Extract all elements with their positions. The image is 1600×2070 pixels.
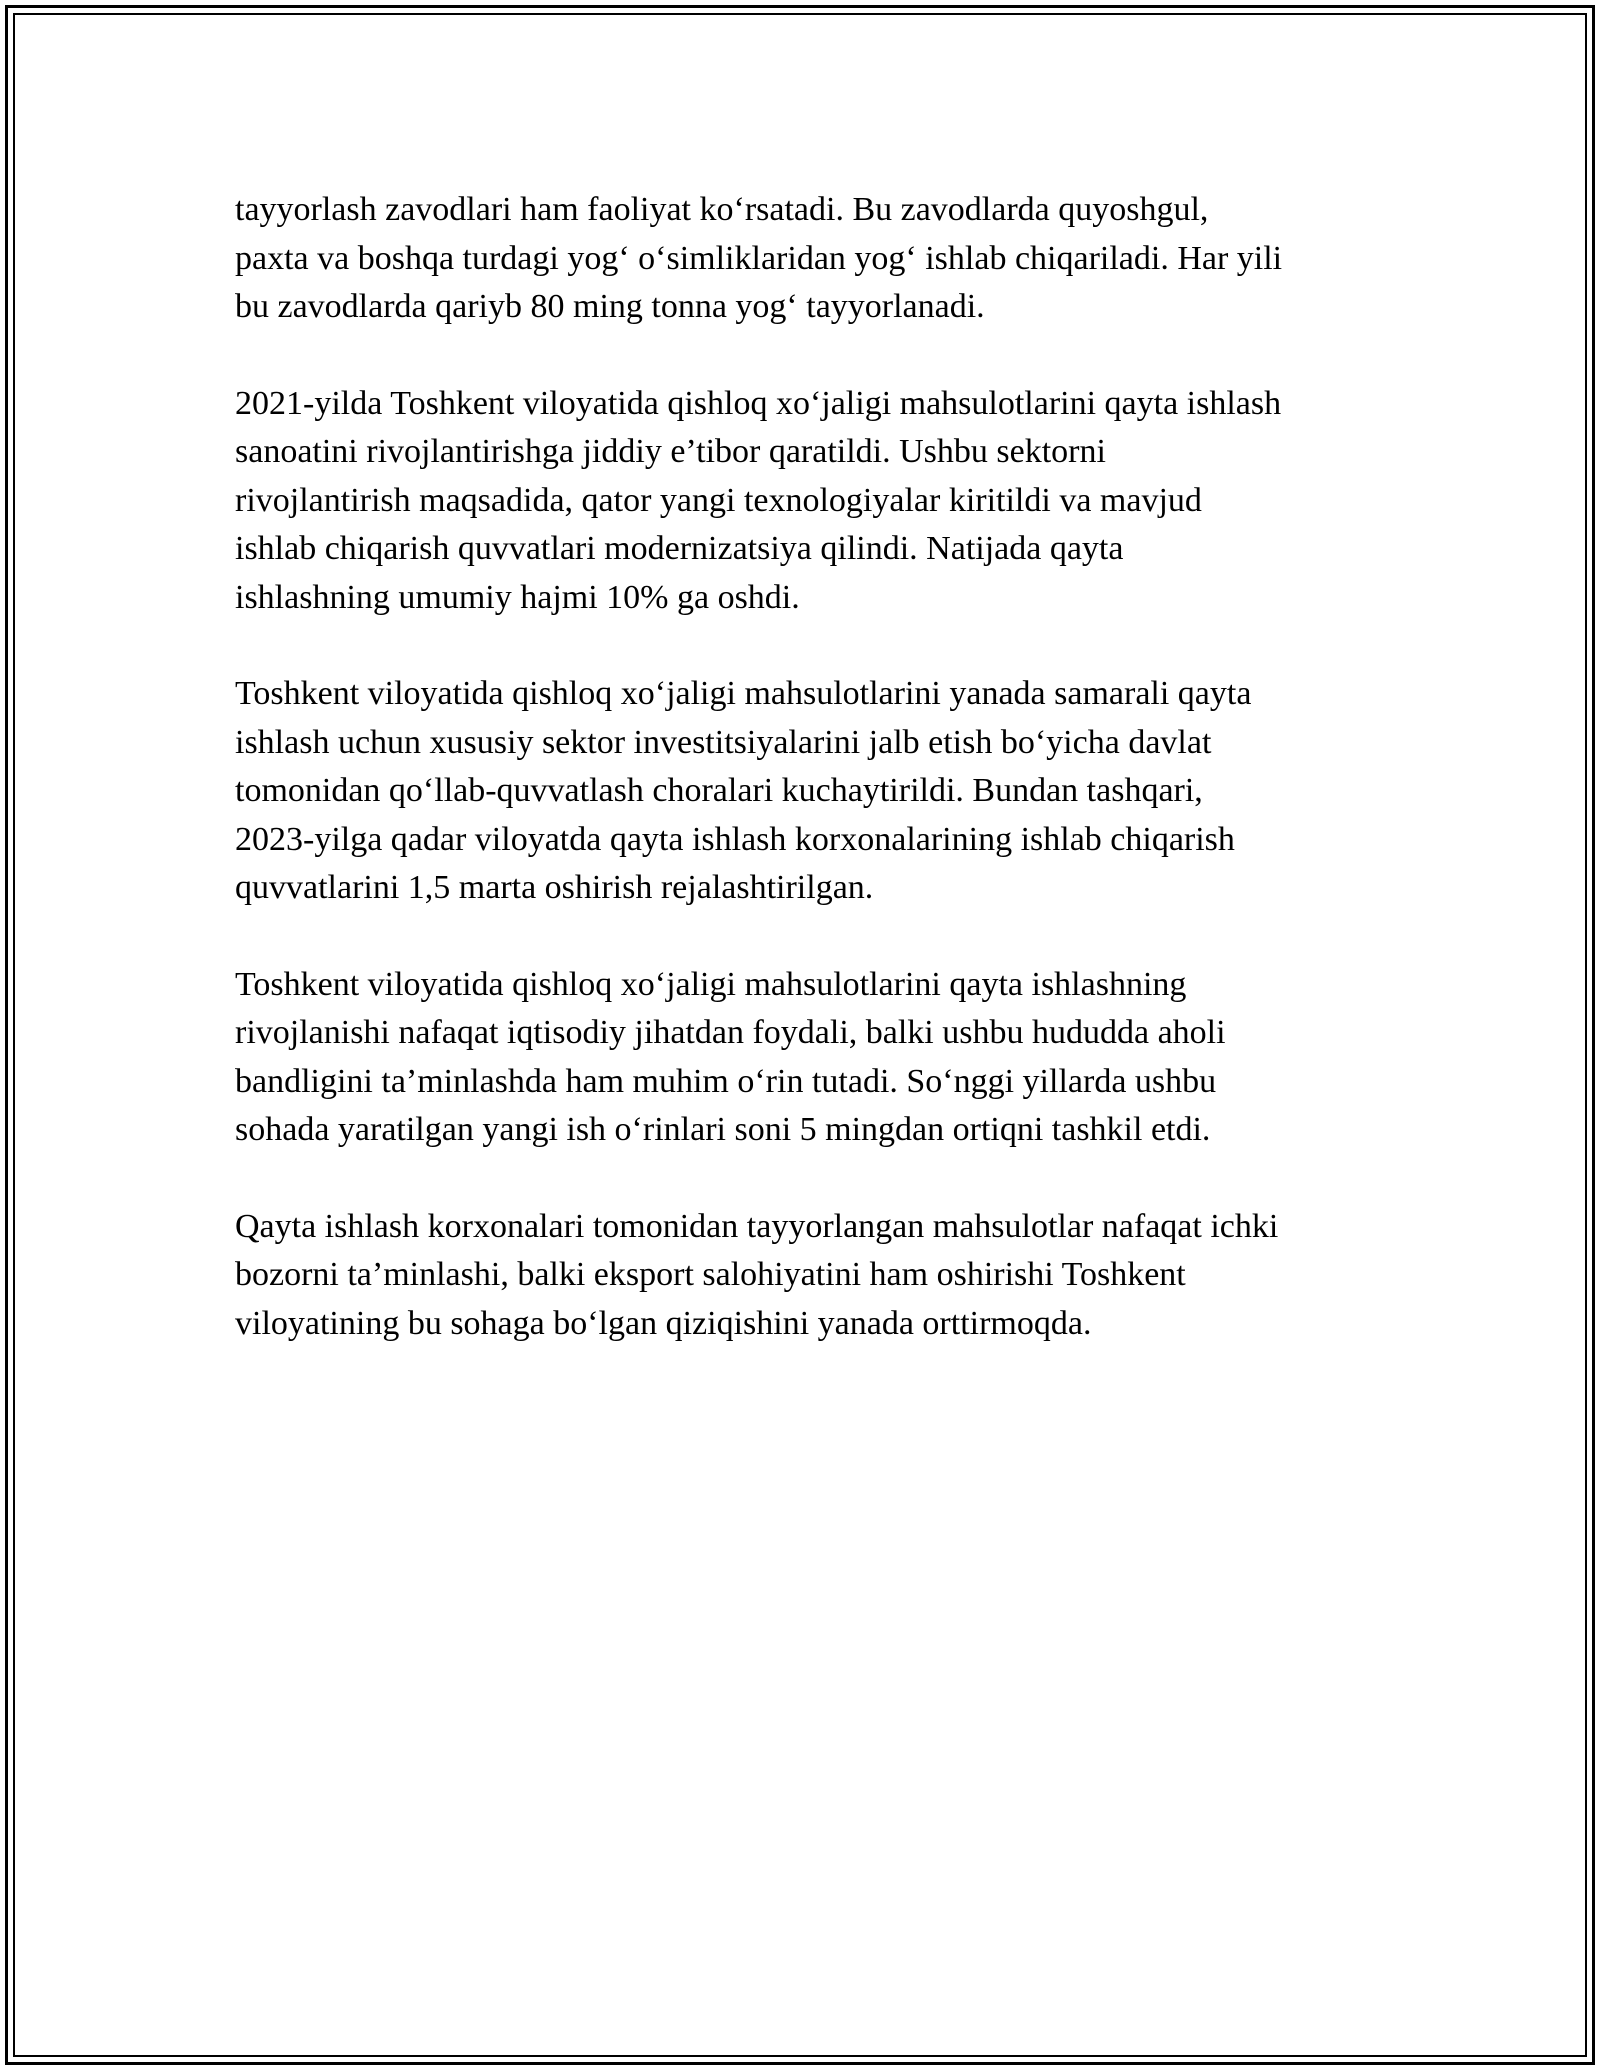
- document-body: [235, 186, 1375, 1396]
- paragraph-3: [235, 670, 1375, 913]
- text-line: bandligini ta’minlashda ham muhim o‘rin tutadi. So‘nggi yillarda ushbu: [235, 1062, 1217, 1100]
- text-line: viloyatining bu sohaga bo‘lgan qiziqishini yanada orttirmoqda.: [235, 1304, 1092, 1342]
- text-line: 2021-yilda Toshkent viloyatida qishloq xo‘jaligi mahsulotlarini qayta ishlash: [235, 384, 1282, 422]
- text-line: bu zavodlarda qariyb 80 ming tonna yog‘ tayyorlanadi.: [235, 288, 985, 325]
- text-line: ishlashning umumiy hajmi 10% ga oshdi.: [235, 578, 800, 616]
- text-line: bozorni ta’minlashi, balki eksport salohiyatini ham oshirishi Toshkent: [235, 1256, 1186, 1293]
- text-line: Qayta ishlash korxonalari tomonidan tayyorlangan mahsulotlar nafaqat ichki: [235, 1207, 1279, 1245]
- text-line: 2023-yilga qadar viloyatda qayta ishlash korxonalarining ishlab chiqarish: [235, 820, 1235, 858]
- text-line: ishlab chiqarish quvvatlari modernizatsiya qilindi. Natijada qayta: [235, 530, 1124, 567]
- text-line: Toshkent viloyatida qishloq xo‘jaligi mahsulotlarini qayta ishlashning: [235, 965, 1187, 1003]
- paragraph-1: [235, 186, 1375, 332]
- paragraph-5: [235, 1203, 1375, 1349]
- paragraph-4: [235, 961, 1375, 1155]
- text-line: tayyorlash zavodlari ham faoliyat ko‘rsatadi. Bu zavodlarda quyoshgul,: [235, 191, 1209, 228]
- text-line: quvvatlarini 1,5 marta oshirish rejalashtirilgan.: [235, 869, 874, 906]
- text-line: tomonidan qo‘llab-quvvatlash choralari kuchaytirildi. Bundan tashqari,: [235, 772, 1203, 809]
- text-line: sanoatini rivojlantirishga jiddiy e’tibor qaratildi. Ushbu sektorni: [235, 433, 1106, 470]
- text-line: sohada yaratilgan yangi ish o‘rinlari soni 5 mingdan ortiqni tashkil etdi.: [235, 1111, 1211, 1148]
- text-line: paxta va boshqa turdagi yog‘ o‘simliklaridan yog‘ ishlab chiqariladi. Har yili: [235, 239, 1283, 277]
- text-line: Toshkent viloyatida qishloq xo‘jaligi mahsulotlarini yanada samarali qayta: [235, 675, 1252, 712]
- paragraph-2: [235, 380, 1375, 623]
- text-line: rivojlantirish maqsadida, qator yangi texnologiyalar kiritildi va mavjud: [235, 481, 1202, 519]
- text-line: rivojlanishi nafaqat iqtisodiy jihatdan foydali, balki ushbu hududda aholi: [235, 1014, 1226, 1051]
- text-line: ishlash uchun xususiy sektor investitsiyalarini jalb etish bo‘yicha davlat: [235, 723, 1212, 761]
